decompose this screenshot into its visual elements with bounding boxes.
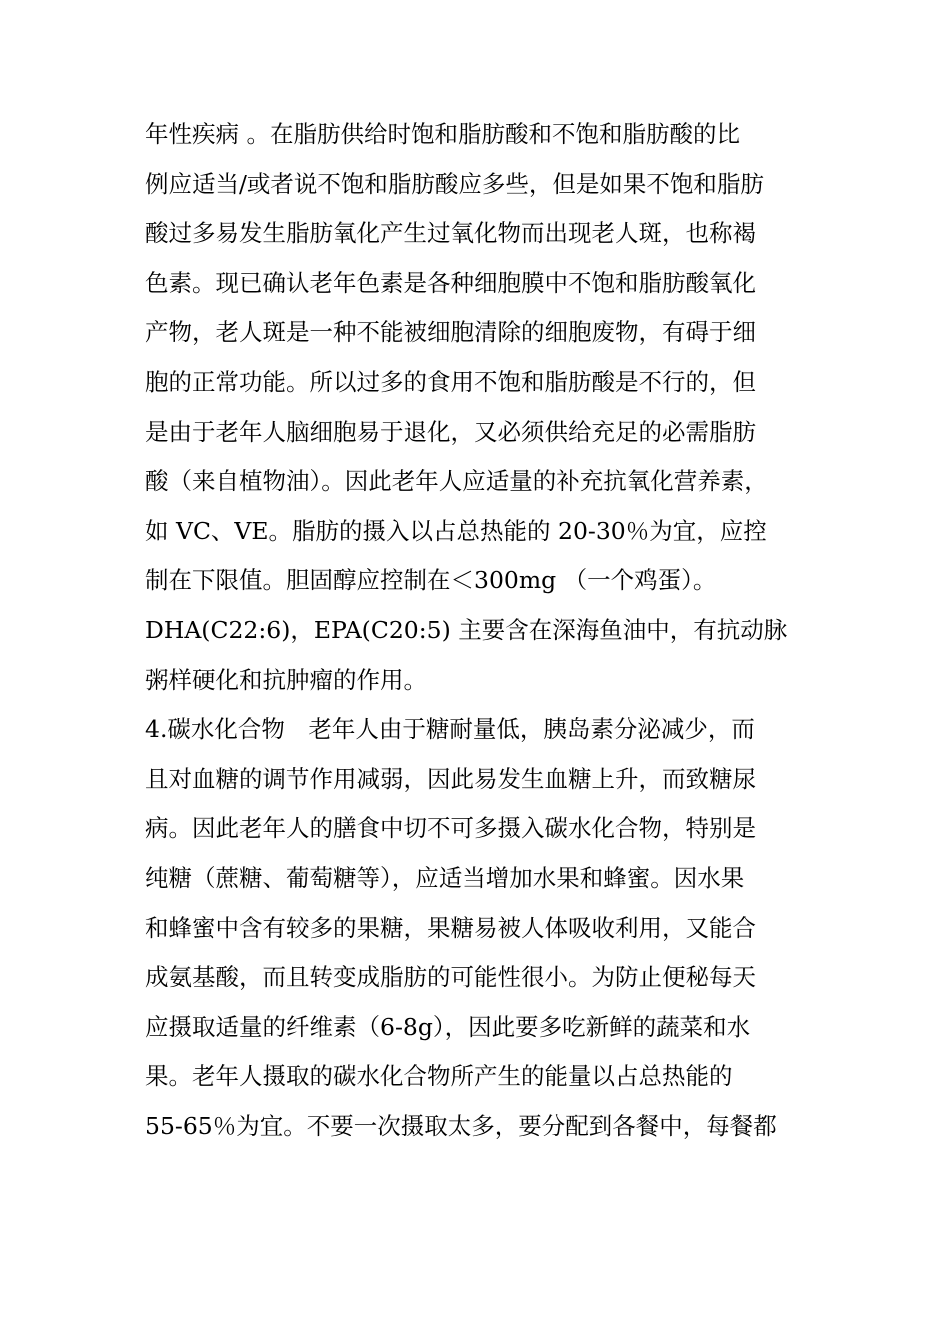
text-line: 年性疾病 。在脂肪供给时饱和脂肪酸和不饱和脂肪酸的比 (145, 120, 740, 148)
text-line: 4.碳水化合物 老年人由于糖耐量低，胰岛素分泌减少，而 (145, 715, 755, 744)
text-line: 粥样硬化和抗肿瘤的作用。 (145, 665, 427, 694)
text-line: 应摄取适量的纤维素（6-8g），因此要多吃新鲜的蔬菜和水 (145, 1012, 751, 1041)
text-line: 如 VC、VE。脂肪的摄入以占总热能的 20-30％为宜，应控 (145, 516, 767, 545)
text-line: 酸过多易发生脂肪氧化产生过氧化物而出现老人斑，也称褐 (145, 219, 756, 248)
text-line: 产物，老人斑是一种不能被细胞清除的细胞废物，有碍于细 (145, 318, 756, 347)
text-line: 制在下限值。胆固醇应控制在＜300mg （一个鸡蛋）。 (145, 566, 717, 595)
text-line: 病。因此老年人的膳食中切不可多摄入碳水化合物，特别是 (145, 814, 756, 843)
text-line: 55-65％为宜。不要一次摄取太多，要分配到各餐中，每餐都 (145, 1111, 777, 1140)
text-line: 酸（来自植物油）。因此老年人应适量的补充抗氧化营养素， (145, 467, 768, 496)
text-line: 果。老年人摄取的碳水化合物所产生的能量以占总热能的 (145, 1062, 733, 1091)
text-line: 且对血糖的调节作用减弱，因此易发生血糖上升，而致糖尿 (145, 764, 756, 793)
text-line: 胞的正常功能。所以过多的食用不饱和脂肪酸是不行的，但 (145, 367, 756, 396)
body-text (145, 110, 817, 1151)
text-line: 成氨基酸，而且转变成脂肪的可能性很小。为防止便秘每天 (145, 963, 756, 992)
text-line: 和蜂蜜中含有较多的果糖，果糖易被人体吸收利用，又能合 (145, 913, 756, 942)
text-line: 色素。现已确认老年色素是各种细胞膜中不饱和脂肪酸氧化 (145, 268, 756, 297)
text-line: DHA(C22:6)，EPA(C20:5) 主要含在深海鱼油中，有抗动脉 (145, 615, 788, 644)
text-line: 例应适当/或者说不饱和脂肪酸应多些，但是如果不饱和脂肪 (145, 169, 764, 198)
text-line: 纯糖（蔗糖、葡萄糖等），应适当增加水果和蜂蜜。因水果 (145, 863, 745, 892)
text-line: 是由于老年人脑细胞易于退化，又必须供给充足的必需脂肪 (145, 417, 756, 446)
